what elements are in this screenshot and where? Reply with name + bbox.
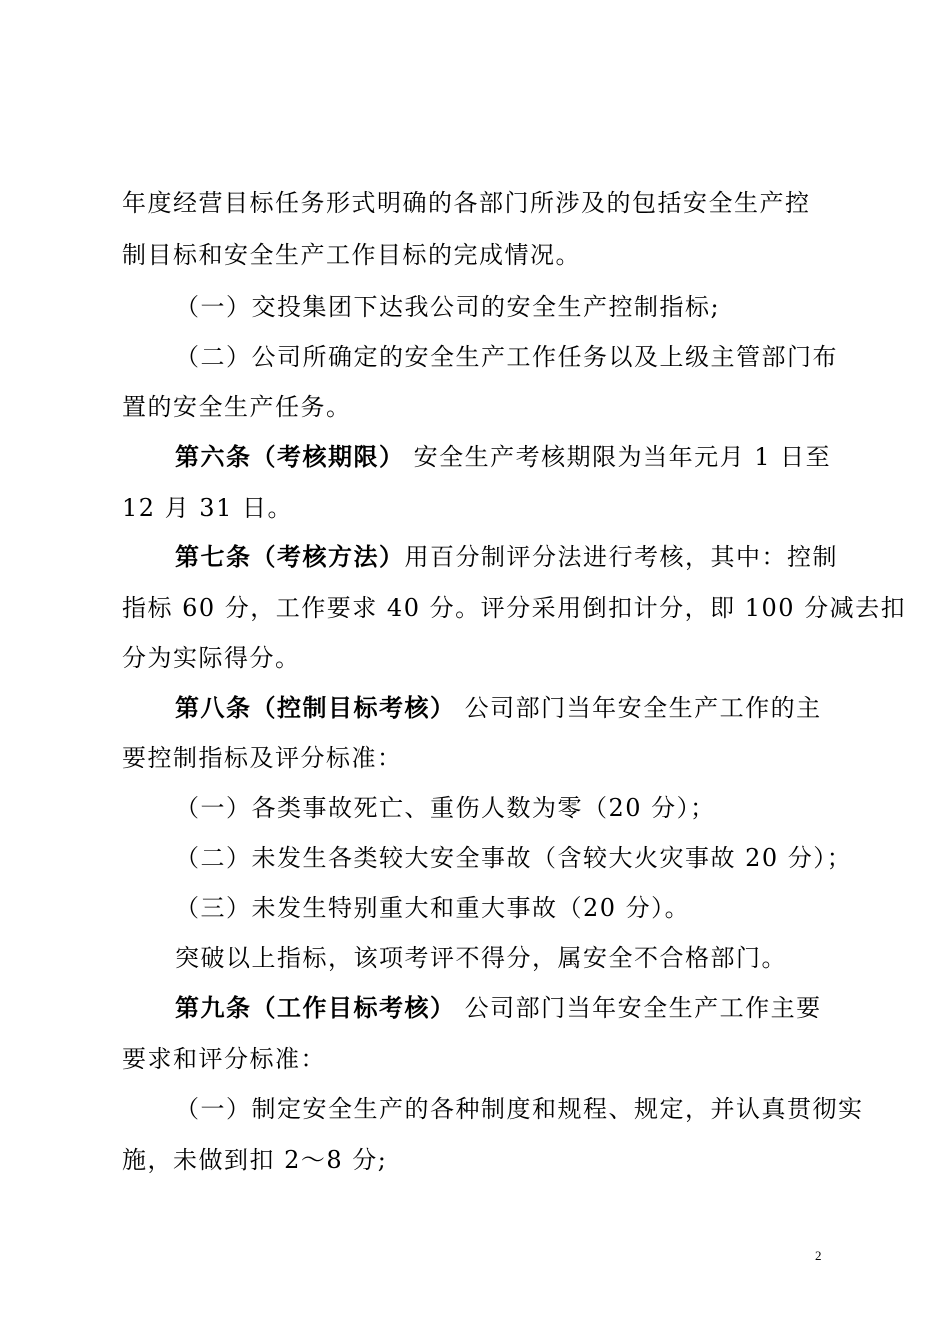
- article-7-cont: 指标 60 分，工作要求 40 分。评分采用倒扣计分，即 100 分减去扣: [122, 594, 907, 622]
- article-9-item-cont: 施，未做到扣 2～8 分;: [122, 1146, 388, 1174]
- article-9-cont: 要求和评分标准：: [122, 1045, 326, 1073]
- paragraph-line: 年度经营目标任务形式明确的各部门所涉及的包括安全生产控: [122, 189, 811, 217]
- article-7-cont: 分为实际得分。: [122, 644, 301, 672]
- list-item-work-tasks: （二）公司所确定的安全生产工作任务以及上级主管部门布: [175, 343, 838, 371]
- article-8-item: （一）各类事故死亡、重伤人数为零（20 分）；: [175, 794, 716, 822]
- article-8-item: （二）未发生各类较大安全事故（含较大火灾事故 20 分）；: [175, 844, 853, 872]
- article-6-cont: 12 月 31 日。: [122, 494, 293, 522]
- article-9-text: 公司部门当年安全生产工作主要: [455, 994, 822, 1022]
- article-6-heading: 第六条（考核期限）: [175, 442, 405, 471]
- article-7-text: 用百分制评分法进行考核，其中：控制: [404, 543, 838, 571]
- list-item-control-indicators: （一）交投集团下达我公司的安全生产控制指标;: [175, 293, 721, 321]
- article-8-item: （三）未发生特别重大和重大事故（20 分）。: [175, 894, 691, 922]
- article-8-note: 突破以上指标，该项考评不得分，属安全不合格部门。: [175, 944, 787, 972]
- article-8: [175, 693, 822, 723]
- article-7: [175, 542, 838, 572]
- paragraph-line: 制目标和安全生产工作目标的完成情况。: [122, 241, 581, 269]
- article-6-text: 安全生产考核期限为当年元月 1 日至: [404, 443, 832, 471]
- article-6: [175, 442, 831, 472]
- article-9-heading: 第九条（工作目标考核）: [175, 993, 456, 1022]
- article-9-item: （一）制定安全生产的各种制度和规程、规定，并认真贯彻实: [175, 1095, 864, 1123]
- article-8-text: 公司部门当年安全生产工作的主: [455, 694, 822, 722]
- article-7-heading: 第七条（考核方法）: [175, 542, 405, 571]
- list-item-work-tasks-cont: 置的安全生产任务。: [122, 393, 352, 421]
- page-number: 2: [815, 1248, 822, 1263]
- article-8-heading: 第八条（控制目标考核）: [175, 693, 456, 722]
- article-9: [175, 993, 822, 1023]
- article-8-cont: 要控制指标及评分标准：: [122, 744, 403, 772]
